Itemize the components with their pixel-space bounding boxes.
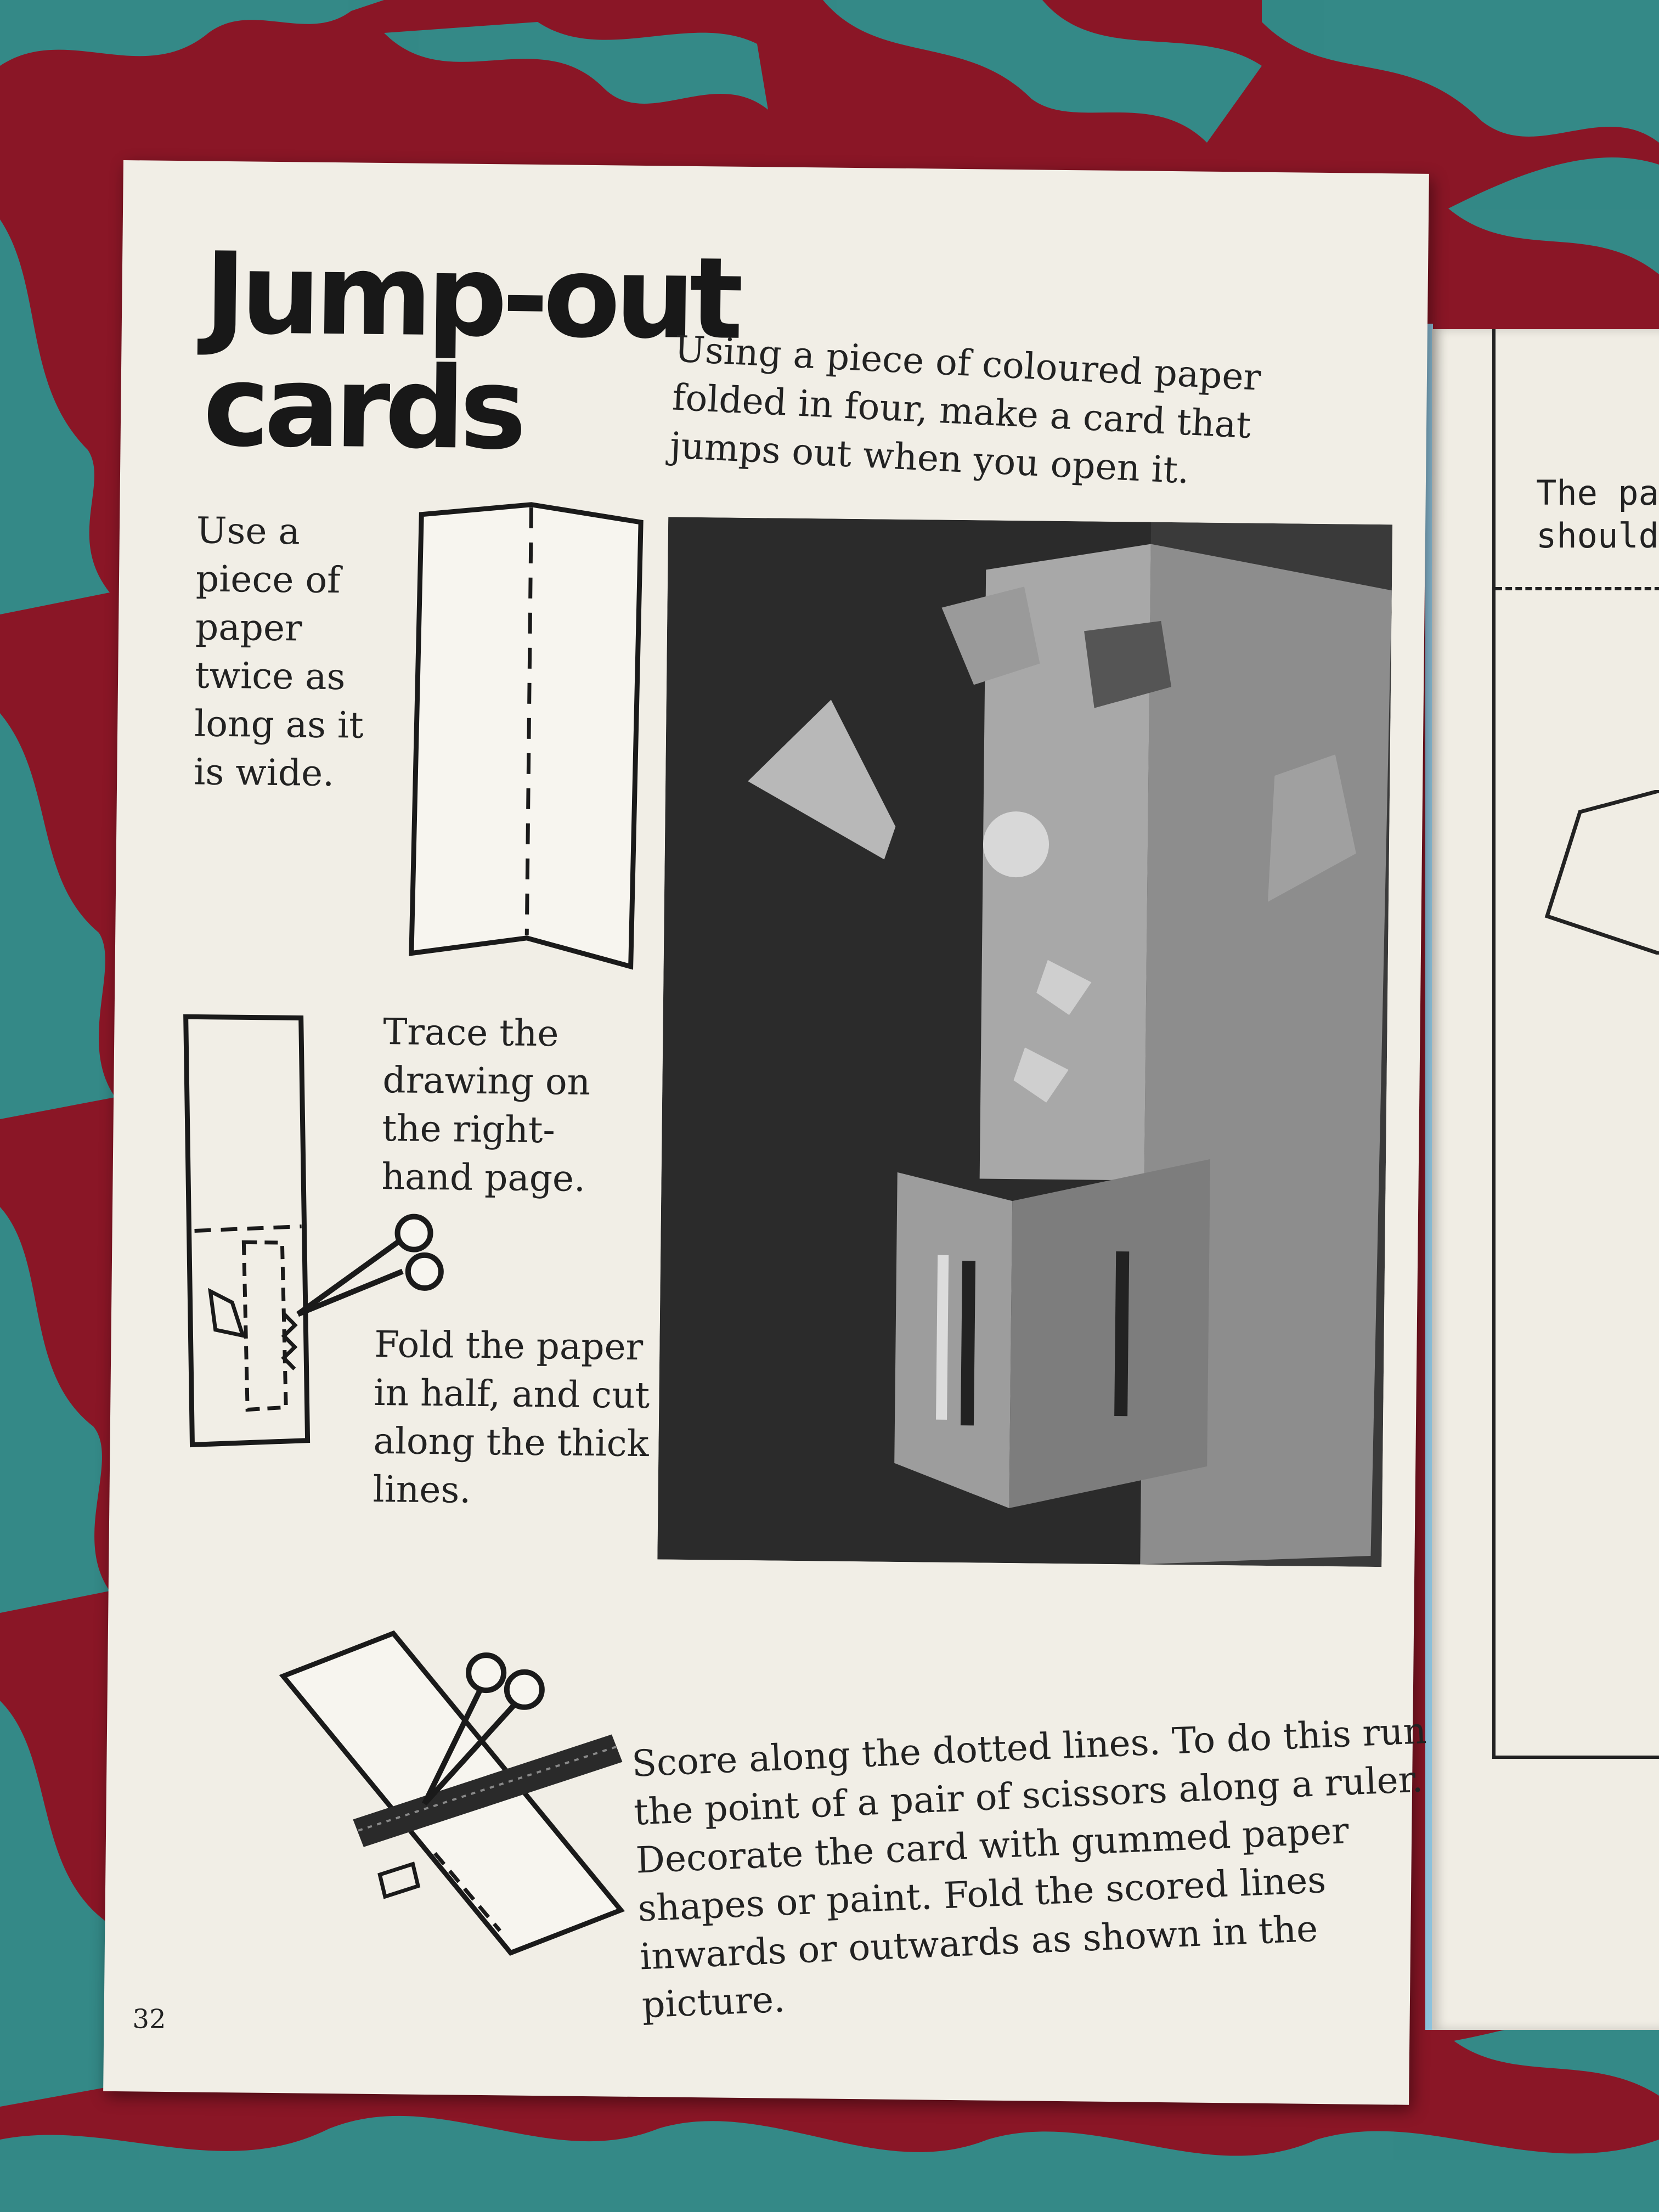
page-title bbox=[202, 228, 739, 475]
step-3-text: Fold the paper in half, and cut along the thick lines. bbox=[373, 1323, 650, 1511]
step-4-text: Score along the dotted lines. To do this run the point of a pair of scissors along a ruler. Decorate the card with gummed paper shapes or paint. Fold the scored lines inwards or outwards as shown in the picture. bbox=[631, 1709, 1427, 2027]
page-number: 32 bbox=[132, 2004, 166, 2035]
title-line-1: Jump-out bbox=[204, 228, 739, 365]
scoring-illustration bbox=[269, 1621, 635, 1965]
title-line-2: cards bbox=[202, 341, 522, 475]
intro-text: Using a piece of coloured paper folded in four, make a card that jumps out when you open it. bbox=[669, 328, 1262, 492]
tracing-shape bbox=[1536, 790, 1659, 955]
left-page bbox=[103, 160, 1429, 2105]
jump-out-card-photo bbox=[657, 517, 1392, 1567]
folded-paper-illustration bbox=[400, 498, 657, 983]
right-page bbox=[1432, 329, 1659, 2030]
step-2-text: Trace the drawing on the right-hand page. bbox=[381, 1011, 591, 1200]
step-1-text: Use a piece of paper twice as long as it is wide. bbox=[193, 509, 364, 795]
dotted-fold-line bbox=[1496, 587, 1659, 590]
scissors-icon bbox=[298, 1215, 442, 1316]
right-page-text: The pa should bbox=[1536, 473, 1659, 556]
